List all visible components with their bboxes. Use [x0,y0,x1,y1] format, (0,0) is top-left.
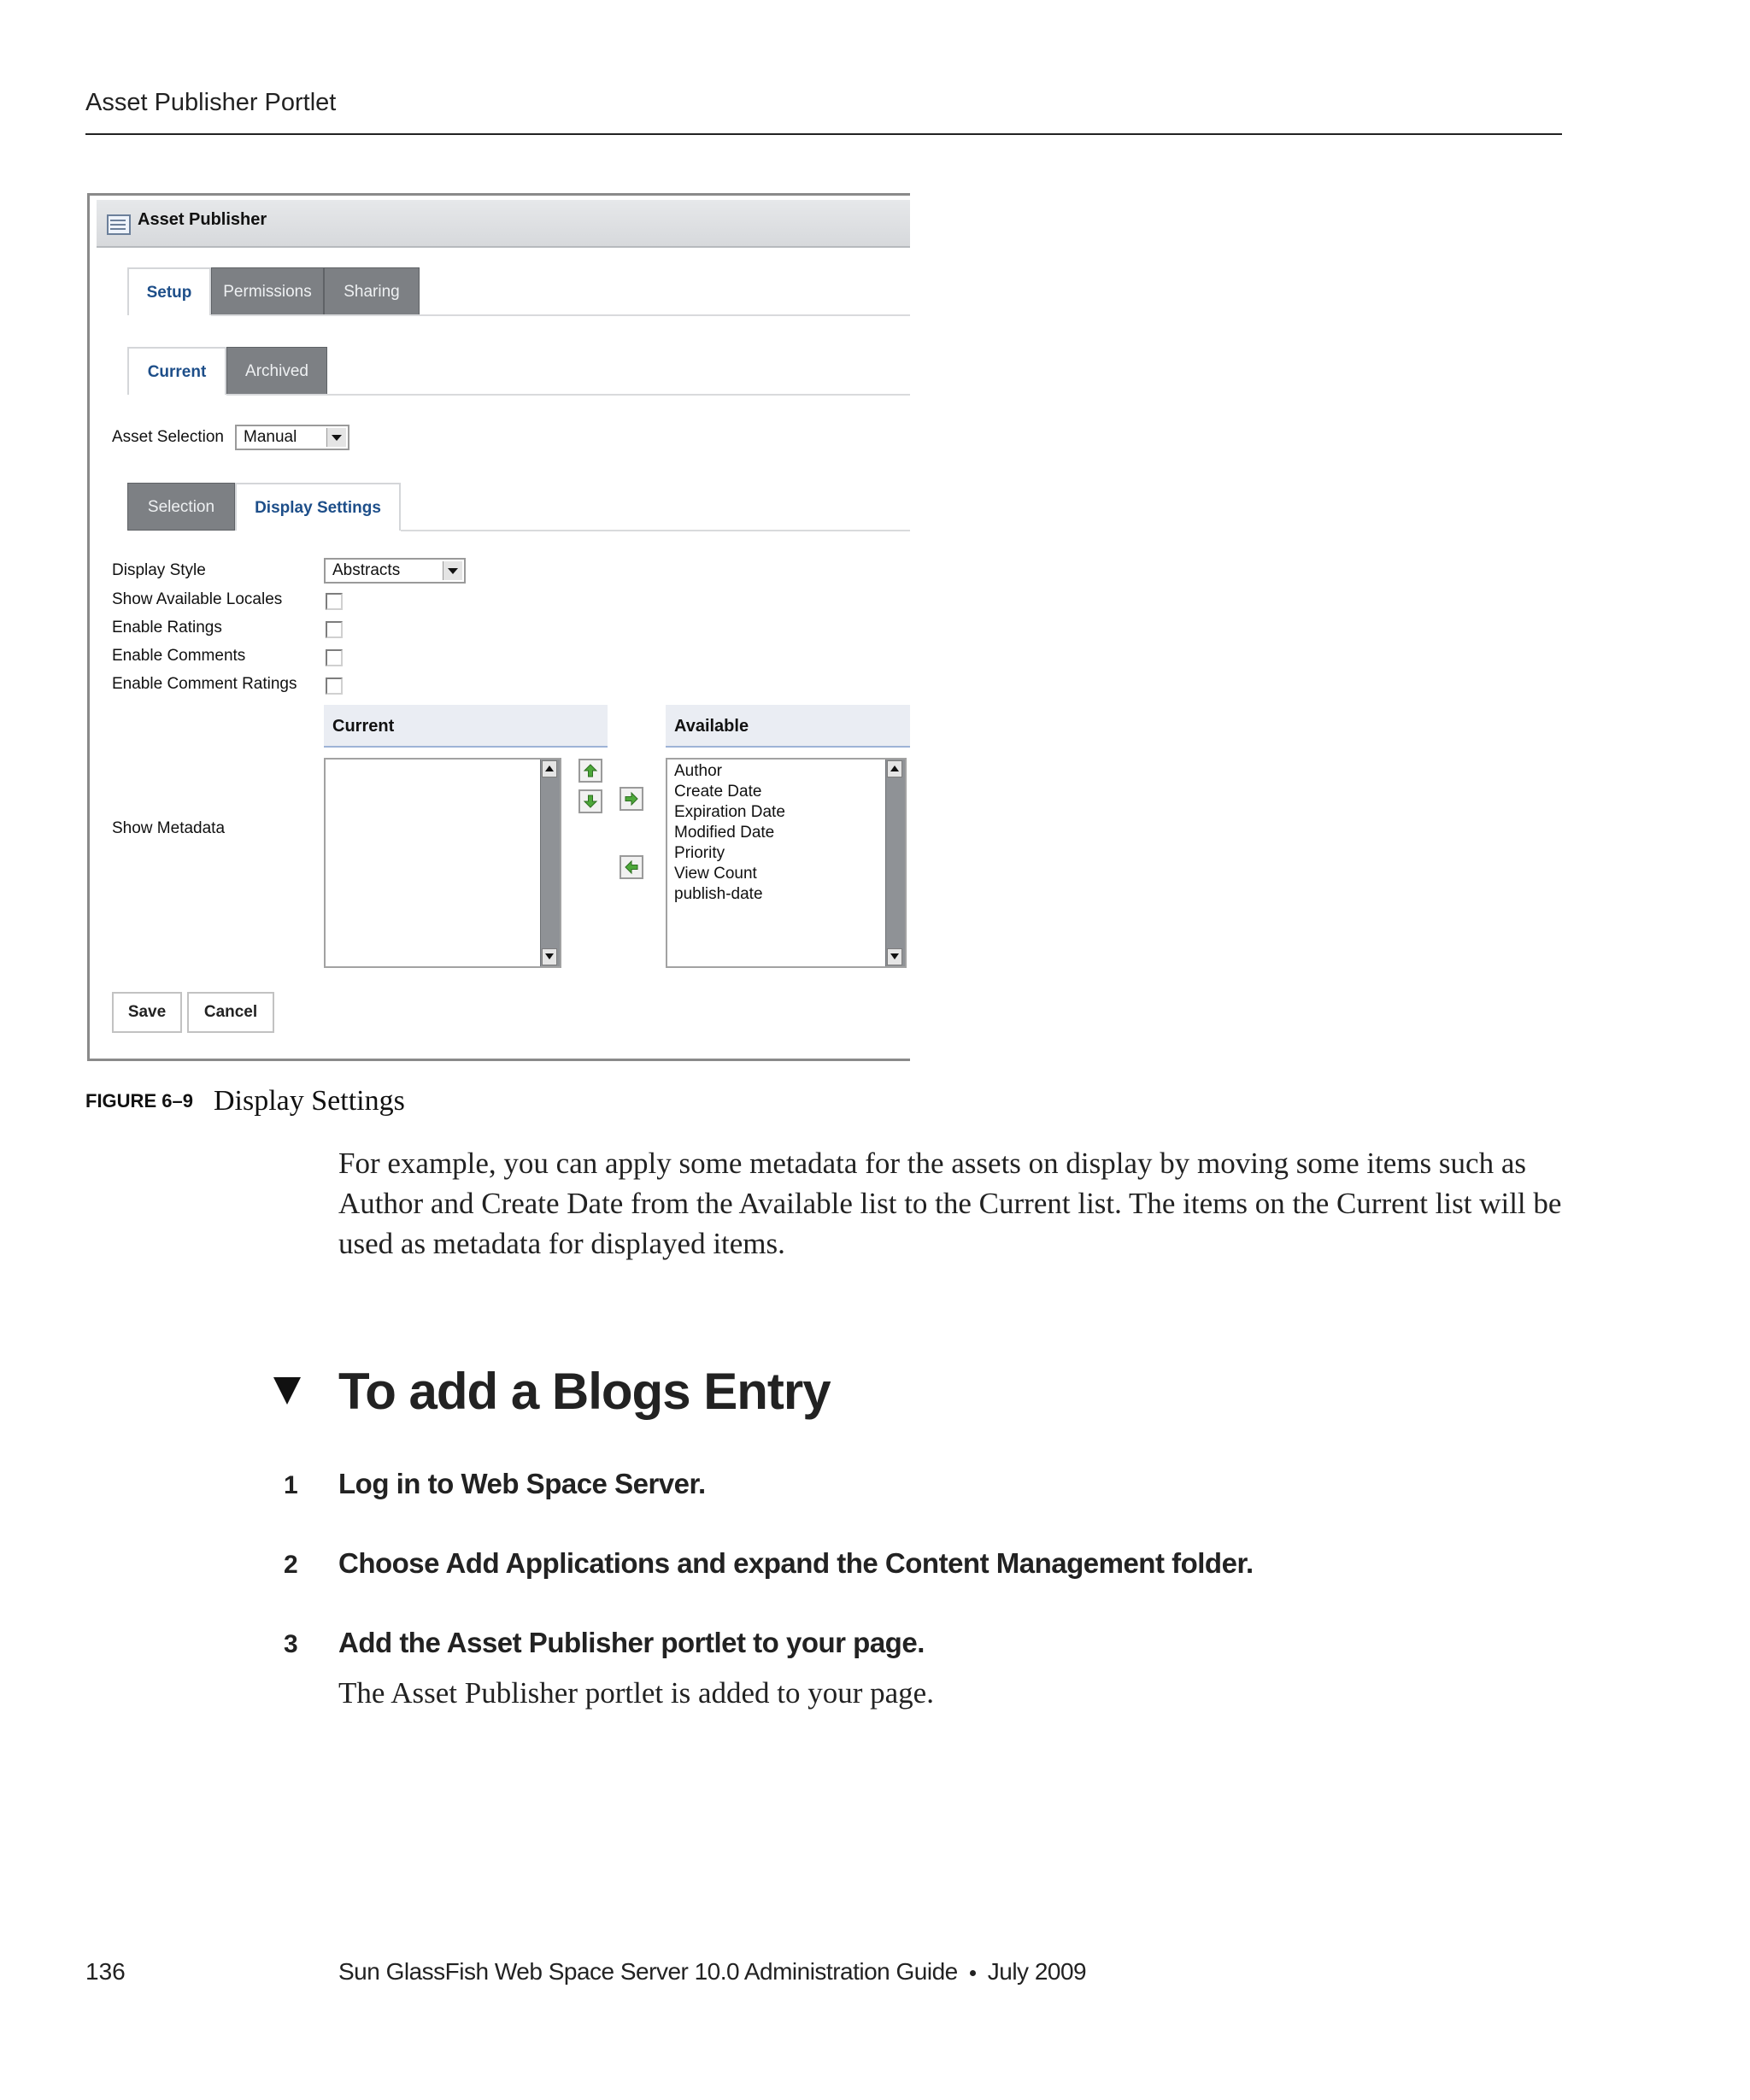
display-style-value: Abstracts [332,561,401,579]
display-style-label: Display Style [112,561,206,579]
list-item[interactable]: View Count [674,865,757,883]
cancel-button[interactable]: Cancel [187,992,274,1033]
list-item[interactable]: Expiration Date [674,803,785,821]
bullet-icon [970,1970,976,1976]
subtabs-rule [226,394,910,396]
show-locales-label: Show Available Locales [112,590,283,608]
step-text: Choose Add Applications and expand the Content Management folder. [338,1547,1254,1579]
tab-selection[interactable]: Selection [127,483,235,531]
list-item[interactable]: publish-date [674,885,763,903]
step-text: Log in to Web Space Server. [338,1468,706,1499]
enable-ratings-label: Enable Ratings [112,619,222,636]
scroll-down-icon[interactable] [542,948,557,965]
save-button[interactable]: Save [112,992,182,1033]
step-result: The Asset Publisher portlet is added to your page. [338,1676,934,1710]
step-number: 3 [284,1630,298,1658]
display-style-select[interactable] [324,558,466,584]
asset-selection-label: Asset Selection [112,428,224,446]
arrow-up-icon [583,763,598,778]
portlet-screenshot [87,193,910,1061]
move-right-button[interactable] [620,787,643,811]
tabs-rule [211,314,910,316]
tab-current[interactable]: Current [127,347,226,395]
step-number: 2 [284,1551,298,1579]
list-item[interactable]: Author [674,762,722,780]
arrow-left-icon [624,859,639,875]
move-left-button[interactable] [620,855,643,879]
page-number: 136 [85,1958,126,1985]
view-tabs-rule [401,530,910,531]
tab-setup[interactable]: Setup [127,267,211,315]
available-column-header: Available [666,705,910,748]
asset-selection-select[interactable] [235,425,349,450]
figure-title: Display Settings [214,1085,405,1117]
book-title: Sun GlassFish Web Space Server 10.0 Administration Guide [338,1958,958,1985]
procedure-triangle-icon [273,1377,301,1405]
current-listbox[interactable] [324,758,561,968]
scroll-up-icon[interactable] [542,760,557,777]
show-metadata-label: Show Metadata [112,819,226,837]
current-scrollbar[interactable] [540,760,560,966]
chevron-down-icon [326,428,346,447]
move-up-button[interactable] [578,759,602,783]
body-paragraph: For example, you can apply some metadata for the assets on display by moving some items such as Author and Create Date from the Available list to the Current list. The items on the Current list will be used as metadata for displayed items. [338,1147,1562,1260]
header-rule [85,133,1562,135]
step-number: 1 [284,1471,298,1499]
tab-archived[interactable]: Archived [226,347,327,395]
arrow-down-icon [583,794,598,809]
procedure-title: To add a Blogs Entry [338,1363,831,1420]
move-down-button[interactable] [578,789,602,813]
publication-date: July 2009 [987,1958,1087,1985]
current-column-header: Current [324,705,608,748]
enable-comment-ratings-label: Enable Comment Ratings [112,675,297,693]
enable-ratings-checkbox[interactable] [326,621,343,638]
asset-selection-value: Manual [244,428,297,446]
enable-comment-ratings-checkbox[interactable] [326,678,343,695]
enable-comments-checkbox[interactable] [326,649,343,666]
step-text: Add the Asset Publisher portlet to your page. [338,1627,925,1658]
portlet-title: Asset Publisher [138,210,267,229]
portlet-window-icon [107,214,131,235]
show-locales-checkbox[interactable] [326,593,343,610]
list-item[interactable]: Create Date [674,783,762,801]
enable-comments-label: Enable Comments [112,647,246,665]
portlet-titlebar [97,200,910,248]
figure-number: FIGURE 6–9 [85,1090,193,1112]
available-scrollbar[interactable] [885,760,905,966]
chevron-down-icon [443,561,462,580]
footer [338,1958,1086,1986]
tab-permissions[interactable]: Permissions [211,267,324,315]
tab-display-settings[interactable]: Display Settings [235,483,401,531]
running-head: Asset Publisher Portlet [85,89,337,116]
tab-sharing[interactable]: Sharing [324,267,420,315]
scroll-down-icon[interactable] [887,948,902,965]
list-item[interactable]: Priority [674,844,725,862]
scroll-up-icon[interactable] [887,760,902,777]
list-item[interactable]: Modified Date [674,824,775,842]
available-listbox[interactable] [666,758,907,968]
arrow-right-icon [624,791,639,807]
